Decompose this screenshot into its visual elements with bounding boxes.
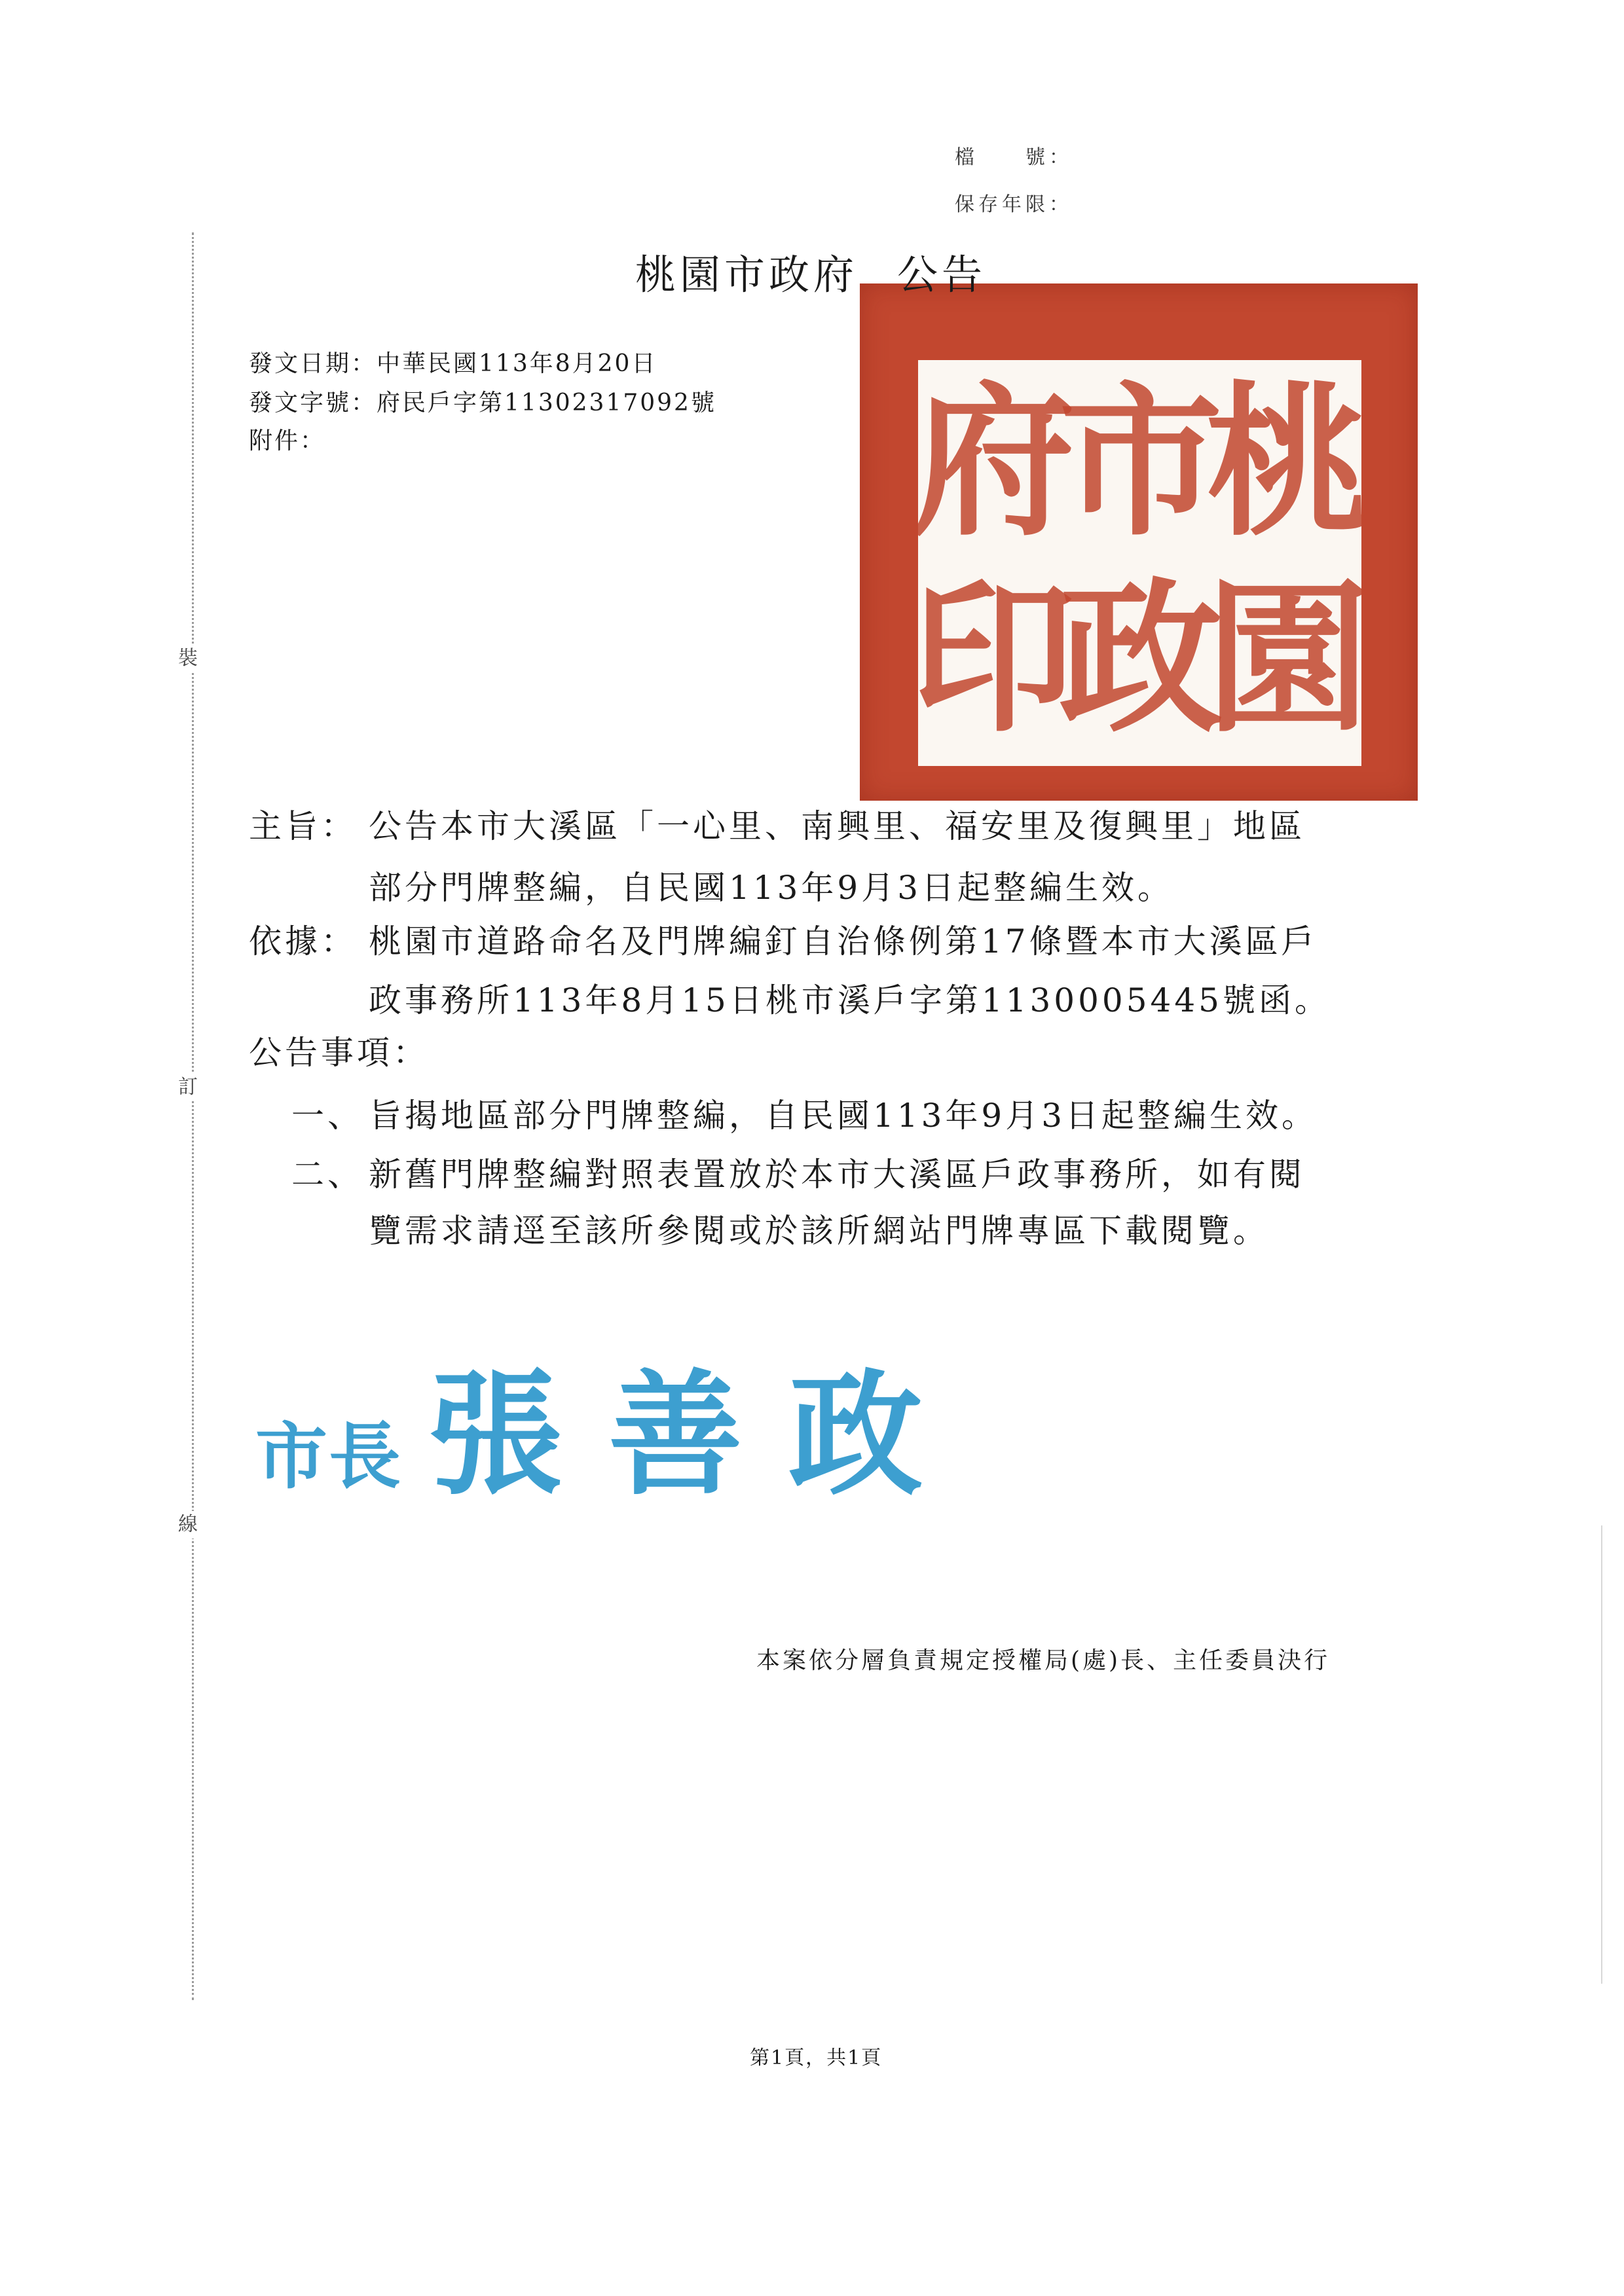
official-seal xyxy=(860,283,1418,801)
binding-mark-xian: 線 xyxy=(178,1511,198,1539)
reference-number-value: 府民戶字第11302317092號 xyxy=(377,390,716,416)
seal-glyph: 桃 xyxy=(1206,365,1370,558)
file-number-label: 檔 號： xyxy=(955,146,1073,169)
notice-item-1-text: 旨揭地區部分門牌整編，自民國113年9月3日起整編生效。 xyxy=(369,1097,1318,1135)
seal-glyph: 市 xyxy=(1059,365,1223,558)
reference-number-label: 發文字號： xyxy=(249,390,377,416)
issue-date-label: 發文日期： xyxy=(249,350,377,377)
issuing-agency: 桃園市政府 xyxy=(635,251,858,299)
notice-item-2-number: 二、 xyxy=(291,1156,363,1194)
seal-glyph: 印 xyxy=(912,562,1075,754)
document-type: 公告 xyxy=(897,251,987,299)
basis-line-2: 政事務所113年8月15日桃市溪戶字第1130005445號函。 xyxy=(369,981,1331,1019)
delegation-note: 本案依分層負責規定授權局(處)長、主任委員決行 xyxy=(756,1647,1331,1674)
binding-margin-line xyxy=(192,232,194,2000)
notice-label: 公告事項： xyxy=(249,1034,429,1072)
seal-glyph: 政 xyxy=(1059,562,1223,754)
seal-glyph: 園 xyxy=(1206,562,1370,754)
subject-line-1: 公告本市大溪區「一心里、南興里、福安里及復興里」地區 xyxy=(369,807,1305,845)
document-title xyxy=(635,242,986,301)
attachment-label: 附件： xyxy=(249,428,326,454)
basis-line-1: 桃園市道路命名及門牌編釘自治條例第17條暨本市大溪區戶 xyxy=(369,922,1318,960)
basis-label: 依據： xyxy=(249,922,357,960)
notice-item-1-number: 一、 xyxy=(291,1097,363,1135)
subject-label: 主旨： xyxy=(249,807,357,845)
seal-glyph: 府 xyxy=(912,365,1075,558)
binding-mark-ding: 訂 xyxy=(178,1074,198,1101)
retention-period-label: 保存年限： xyxy=(955,193,1073,216)
reference-number xyxy=(249,384,716,418)
notice-item-2-line-1: 新舊門牌整編對照表置放於本市大溪區戶政事務所，如有閱 xyxy=(369,1156,1305,1194)
mayor-signature-stamp xyxy=(255,1357,969,1514)
issue-date-value: 中華民國113年8月20日 xyxy=(377,350,657,377)
notice-item-2-line-2: 覽需求請逕至該所參閱或於該所網站門牌專區下載閱覽。 xyxy=(369,1212,1269,1250)
seal-face xyxy=(912,360,1370,766)
scan-edge-line xyxy=(1601,1525,1602,1984)
signature-name: 張善政 xyxy=(428,1357,969,1514)
page-number: 第1頁，共1頁 xyxy=(750,2047,883,2069)
issue-date xyxy=(249,345,657,378)
subject-line-2: 部分門牌整編，自民國113年9月3日起整編生效。 xyxy=(369,869,1174,907)
signature-title: 市長 xyxy=(255,1414,402,1499)
binding-mark-zhuang: 裝 xyxy=(178,645,198,672)
